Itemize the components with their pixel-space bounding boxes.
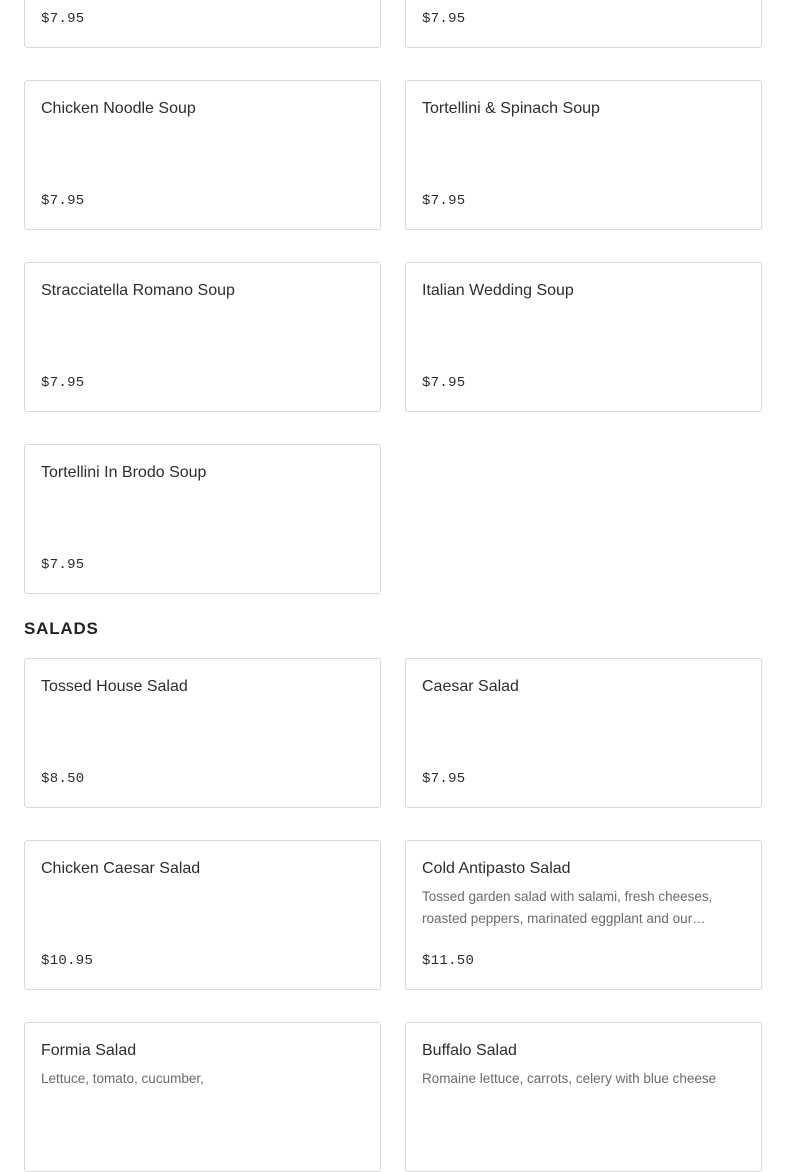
item-name: Tossed House Salad (41, 678, 188, 695)
menu-item-tortellini-spinach-soup[interactable] (405, 80, 762, 230)
section-title-salads: SALADS (24, 619, 99, 638)
menu-item-tossed-house-salad[interactable] (24, 658, 381, 808)
item-name: Caesar Salad (422, 678, 519, 695)
item-price: $7.95 (422, 375, 466, 391)
item-description: Tossed garden salad with salami, fresh cheeses, roasted peppers, marinated eggplant and our… (422, 889, 713, 926)
item-price: $7.95 (41, 557, 85, 573)
item-name: Tortellini In Brodo Soup (41, 464, 207, 481)
item-price: $10.95 (41, 953, 94, 969)
item-name: Buffalo Salad (422, 1042, 517, 1059)
item-description: Lettuce, tomato, cucumber, (41, 1071, 204, 1086)
item-name: Tortellini & Spinach Soup (422, 100, 600, 117)
item-price: $11.50 (422, 953, 475, 969)
item-price: $7.95 (41, 375, 85, 391)
menu-item-card[interactable] (405, 0, 762, 48)
menu-item-formia-salad[interactable] (24, 1022, 381, 1172)
item-price: $7.95 (41, 193, 85, 209)
item-price: $7.95 (422, 771, 466, 787)
item-name: Cold Antipasto Salad (422, 860, 571, 877)
item-name: Stracciatella Romano Soup (41, 282, 235, 299)
menu-item-italian-wedding-soup[interactable] (405, 262, 762, 412)
item-description: Romaine lettuce, carrots, celery with blue cheese (422, 1071, 717, 1086)
menu-item-caesar-salad[interactable] (405, 658, 762, 808)
item-price: $7.95 (422, 193, 466, 209)
item-price: $7.95 (41, 11, 85, 27)
item-name: Formia Salad (41, 1042, 137, 1059)
menu-item-stracciatella-romano-soup[interactable] (24, 262, 381, 412)
item-name: Italian Wedding Soup (422, 282, 574, 299)
menu-item-chicken-noodle-soup[interactable] (24, 80, 381, 230)
menu-item-cold-antipasto-salad[interactable] (405, 840, 762, 990)
menu-item-buffalo-salad[interactable] (405, 1022, 762, 1172)
item-name: Chicken Caesar Salad (41, 860, 201, 877)
menu-item-chicken-caesar-salad[interactable] (24, 840, 381, 990)
menu-item-tortellini-in-brodo-soup[interactable] (24, 444, 381, 594)
menu-item-card[interactable] (24, 0, 381, 48)
item-name: Chicken Noodle Soup (41, 100, 196, 117)
item-price: $8.50 (41, 771, 85, 787)
item-price: $7.95 (422, 11, 466, 27)
